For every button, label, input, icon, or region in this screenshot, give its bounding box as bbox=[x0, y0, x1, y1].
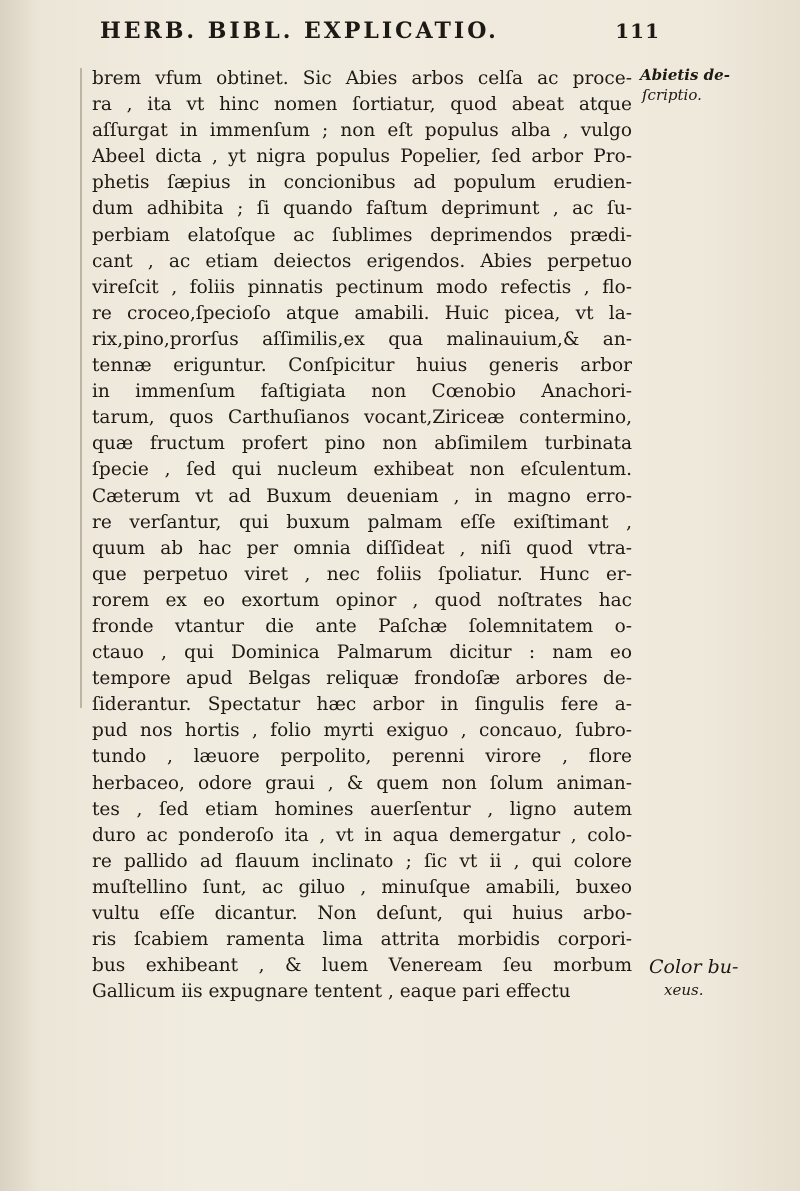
text-line: Gallicum iis expugnare tentent , eaque pari effectu bbox=[92, 981, 571, 1003]
text-line: vultu eſſe dicantur. Non deſunt, qui huius arbo- bbox=[92, 903, 632, 924]
text-line: re croceo,ſpecioſo atque amabili. Huic picea, vt la- bbox=[92, 302, 632, 324]
text-line: re verſantur, qui buxum palmam eſſe exiſtimant , bbox=[92, 511, 632, 533]
margin-note-abietis: Abietis de- bbox=[640, 66, 730, 84]
text-line: quum ab hac per omnia diſſideat , niſi quod vtra- bbox=[92, 537, 632, 559]
text-line: ris ſcabiem ramenta lima attrita morbidis corpori- bbox=[92, 929, 632, 951]
text-line: rorem ex eo exortum opinor , quod noſtrates hac bbox=[92, 589, 632, 611]
text-line: ſpecie , ſed qui nucleum exhibeat non eſculentum. bbox=[92, 459, 632, 481]
text-line: Abeel dicta , yt nigra populus Popelier, ſed arbor Pro- bbox=[92, 146, 632, 168]
text-line: re pallido ad flauum inclinato ; ſic vt ii , qui colore bbox=[92, 850, 632, 872]
text-line: tennæ eriguntur. Conſpicitur huius generis arbor bbox=[92, 355, 632, 377]
text-line: tundo , læuore perpolito, perenni virore , flore bbox=[92, 746, 632, 768]
margin-note-descriptio: ſcriptio. bbox=[642, 86, 702, 104]
text-line: duro ac ponderoſo ita , vt in aqua demergatur , colo- bbox=[92, 824, 632, 846]
main-text-block bbox=[92, 66, 632, 1005]
text-line: brem vfum obtinet. Sic Abies arbos celſa ac proce- bbox=[92, 68, 632, 89]
text-line: muſtellino ſunt, ac giluo , minuſque amabili, buxeo bbox=[92, 876, 632, 898]
text-line: fronde vtantur die ante Paſchæ ſolemnitatem o- bbox=[92, 615, 632, 637]
text-line: pud nos hortis , folio myrti exiguo , concauo, ſubro- bbox=[92, 720, 632, 742]
text-line: tes , ſed etiam homines auerſentur , ligno autem bbox=[92, 798, 632, 820]
margin-note-buxeus: xeus. bbox=[664, 981, 704, 999]
text-line: quæ fructum profert pino non abſimilem turbinata bbox=[92, 433, 632, 455]
text-line: ra , ita vt hinc nomen ſortiatur, quod abeat atque bbox=[92, 94, 632, 116]
text-line: bus exhibeant , & luem Veneream ſeu morbum bbox=[92, 955, 632, 977]
text-line: herbaceo, odore graui , & quem non ſolum animan- bbox=[92, 772, 632, 794]
text-line: perbiam elatoſque ac ſublimes deprimendos prædi- bbox=[92, 224, 632, 246]
page-gutter-edge bbox=[80, 68, 82, 708]
text-line: aſſurgat in immenſum ; non eſt populus alba , vulgo bbox=[92, 120, 632, 142]
text-line: dum adhibita ; ſi quando faſtum deprimunt , ac ſu- bbox=[92, 198, 632, 220]
text-line: vireſcit , foliis pinnatis pectinum modo refectis , flo- bbox=[92, 276, 632, 298]
text-line: cant , ac etiam deiectos erigendos. Abies perpetuo bbox=[92, 250, 632, 272]
text-line: tarum, quos Carthuſianos vocant,Ziriceæ contermino, bbox=[92, 407, 632, 429]
text-line: que perpetuo viret , nec foliis ſpoliatur. Hunc er- bbox=[92, 563, 632, 585]
text-line: ſiderantur. Spectatur hæc arbor in ſingulis fere a- bbox=[92, 694, 632, 716]
running-title: HERB. BIBL. EXPLICATIO. bbox=[100, 18, 499, 44]
page-header bbox=[100, 18, 660, 44]
text-line: phetis ſæpius in concionibus ad populum erudien- bbox=[92, 172, 632, 194]
text-line: in immenſum faſtigiata non Cœnobio Anachori- bbox=[92, 381, 632, 403]
page-number: 111 bbox=[615, 19, 660, 43]
text-line: ctauo , qui Dominica Palmarum dicitur : nam eo bbox=[92, 642, 632, 664]
text-line: tempore apud Belgas reliquæ frondoſæ arbores de- bbox=[92, 668, 632, 690]
text-line: rix,pino,prorſus aſſimilis,ex qua malinauium,& an- bbox=[92, 328, 632, 350]
margin-note-color: Color bu- bbox=[649, 956, 739, 978]
text-line: Cæterum vt ad Buxum deueniam , in magno erro- bbox=[92, 485, 632, 507]
